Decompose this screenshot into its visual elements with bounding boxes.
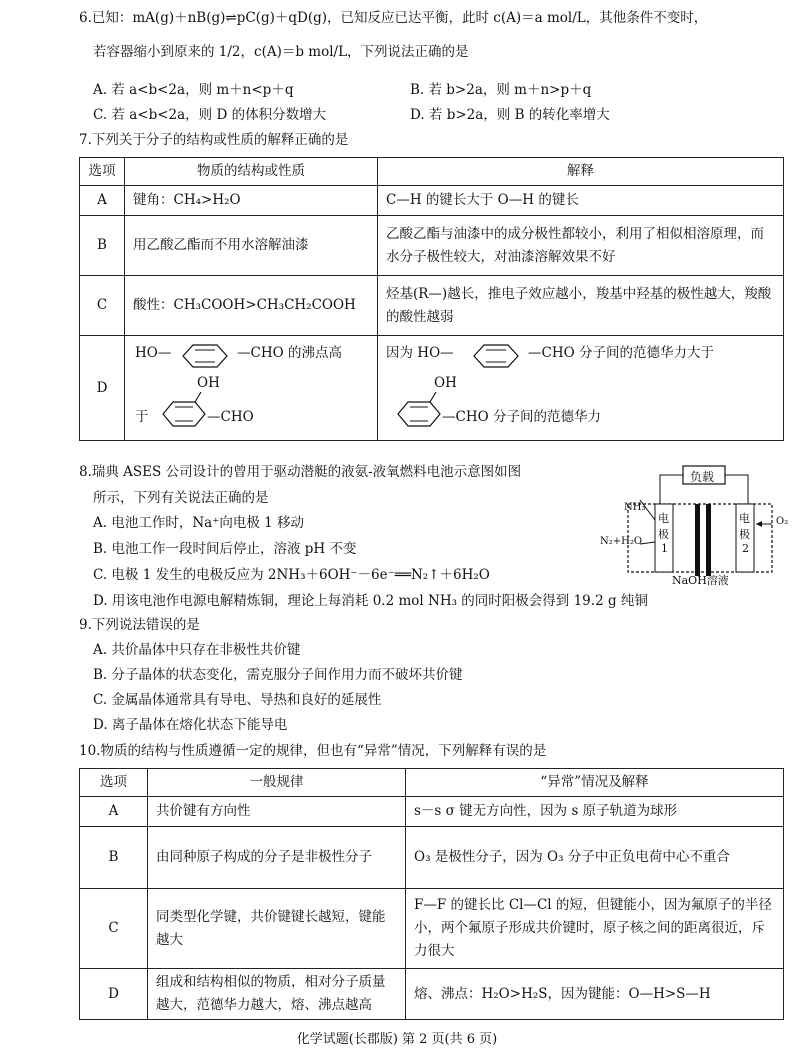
q6-option-d: D. 若 b>2a，则 B 的转化率增大: [410, 107, 610, 123]
q10-header-exception: “异常”情况及解释: [406, 769, 784, 797]
o2-label: O₂: [776, 516, 789, 527]
electrode2-label-b: 极: [739, 528, 750, 541]
q8-option-a: A. 电池工作时，Na⁺向电极 1 移动: [93, 515, 304, 531]
q10-row-d-rule: 组成和结构相似的物质，相对分子质量越大，范德华力越大，熔、沸点越高: [148, 969, 406, 1020]
benzene-ring-icon: [155, 392, 215, 432]
q10-row-d-option: D: [80, 969, 148, 1020]
q7-row-a-explanation: C—H 的键长大于 O—H 的键长: [378, 186, 784, 216]
q7-row-c-property: 酸性：CH₃COOH>CH₃CH₂COOH: [125, 276, 378, 336]
q7-d-yu-label: 于: [135, 409, 149, 425]
q6-line2: 若容器缩小到原来的 1/2，c(A)＝b mol/L，下列说法正确的是: [93, 44, 469, 60]
q9-option-b: B. 分子晶体的状态变化，需克服分子间作用力而不破坏共价键: [93, 667, 463, 683]
q10-row-c-option: C: [80, 889, 148, 969]
q10-stem: 10.物质的结构与性质遵循一定的规律，但也有“异常”情况，下列解释有误的是: [79, 743, 547, 759]
q10-row-a-rule: 共价键有方向性: [148, 797, 406, 827]
q6-option-b: B. 若 b>2a，则 m＋n>p＋q: [410, 82, 592, 98]
table-row: [80, 216, 784, 276]
q8-line1: 8.瑞典 ASES 公司设计的曾用于驱动潜艇的液氨-液氧燃料电池示意图如图: [79, 464, 522, 480]
q7-row-c-explanation: 烃基(R—)越长，推电子效应越小，羧基中羟基的极性越大，羧酸的酸性越弱: [378, 276, 784, 336]
q7-stem: 7.下列关于分子的结构或性质的解释正确的是: [79, 132, 349, 148]
table-row: [80, 969, 784, 1020]
q7-row-b-property: 用乙酸乙酯而不用水溶解油漆: [125, 216, 378, 276]
q10-row-b-option: B: [80, 827, 148, 889]
q8-option-d: D. 用该电池作电源电解精炼铜，理论上每消耗 0.2 mol NH₃ 的同时阳极会得到 19.2 g 纯铜: [93, 593, 648, 609]
fuel-cell-diagram: [600, 464, 790, 586]
q10-row-c-exception: F—F 的键长比 Cl—Cl 的短，但键能小，因为氟原子的半径小，两个氟原子形成共价键时，原子核之间的距离很近，斥力很大: [406, 889, 784, 969]
q7-table: [79, 157, 784, 441]
q7-d-expl-text1: —CHO 分子间的范德华力大于: [528, 345, 714, 361]
q10-header-option: 选项: [80, 769, 148, 797]
q7-d-expl-oh: OH: [434, 375, 457, 391]
table-row: [80, 276, 784, 336]
page-footer: 化学试题(长郡版) 第 2 页(共 6 页): [296, 1032, 498, 1047]
electrode1-label-a: 电: [658, 512, 669, 525]
q8-line2: 所示，下列有关说法正确的是: [93, 490, 269, 506]
table-row: [80, 186, 784, 216]
q9-option-d: D. 离子晶体在熔化状态下能导电: [93, 717, 288, 733]
q7-row-b-explanation: 乙酸乙酯与油漆中的成分极性都较小，利用了相似相溶原理，而水分子极性较大，对油漆溶解效果不好: [378, 216, 784, 276]
table-row: [80, 889, 784, 969]
q10-row-b-exception: O₃ 是极性分子，因为 O₃ 分子中正负电荷中心不重合: [406, 827, 784, 889]
q7-header-explanation: 解释: [378, 158, 784, 186]
load-label: 负载: [690, 470, 715, 484]
q7-d-expl-ho: 因为 HO—: [386, 345, 454, 361]
electrode1-label-b: 极: [658, 528, 669, 541]
benzene-ring-icon: [173, 342, 237, 370]
q9-option-c: C. 金属晶体通常具有导电、导热和良好的延展性: [93, 692, 382, 708]
benzene-ring-icon: [464, 342, 528, 370]
q10-row-c-rule: 同类型化学键，共价键键长越短，键能越大: [148, 889, 406, 969]
q7-row-a-option: A: [80, 186, 125, 216]
q7-row-d-option: D: [80, 336, 125, 441]
electrode2-label-c: 2: [742, 542, 749, 555]
q10-table: [79, 768, 784, 1020]
nh3-label: NH₃: [624, 502, 646, 513]
q7-row-d-explanation: [378, 336, 784, 441]
q10-row-a-option: A: [80, 797, 148, 827]
q7-d-expl-text2: —CHO 分子间的范德华力: [442, 409, 601, 425]
q6-option-c: C. 若 a<b<2a，则 D 的体积分数增大: [93, 107, 327, 123]
table-row: [80, 797, 784, 827]
q7-header-option: 选项: [80, 158, 125, 186]
q8-option-b: B. 电池工作一段时间后停止，溶液 pH 不变: [93, 541, 357, 557]
q7-row-b-option: B: [80, 216, 125, 276]
q7-row-c-option: C: [80, 276, 125, 336]
q10-row-d-exception: 熔、沸点：H₂O>H₂S，因为键能：O—H>S—H: [406, 969, 784, 1020]
q7-d-boiling-text: —CHO 的沸点高: [237, 345, 342, 361]
electrolyte-label: NaOH溶液: [672, 574, 729, 587]
electrode1-label-c: 1: [661, 542, 668, 555]
n2-h2o-label: N₂+H₂O: [600, 536, 643, 547]
q7-header-property: 物质的结构或性质: [125, 158, 378, 186]
q6-option-a: A. 若 a<b<2a，则 m＋n<p＋q: [93, 82, 294, 98]
q7-d-oh-label: OH: [197, 375, 220, 391]
q10-row-b-rule: 由同种原子构成的分子是非极性分子: [148, 827, 406, 889]
q6-line1: 6.已知：mA(g)＋nB(g)⇌pC(g)＋qD(g)，已知反应已达平衡，此时 c(A)＝a mol/L，其他条件不变时，: [79, 10, 708, 26]
electrode2-label-a: 电: [739, 512, 750, 525]
benzene-ring-icon: [390, 392, 450, 432]
q9-stem: 9.下列说法错误的是: [79, 617, 200, 633]
q9-option-a: A. 共价晶体中只存在非极性共价键: [93, 642, 301, 658]
q7-row-a-property: 键角：CH₄>H₂O: [125, 186, 378, 216]
q7-row-d-property: [125, 336, 378, 441]
q7-d-ho-label: HO—: [135, 345, 172, 361]
table-row: [80, 336, 784, 441]
q10-header-rule: 一般规律: [148, 769, 406, 797]
table-row: [80, 827, 784, 889]
q8-option-c: C. 电极 1 发生的电极反应为 2NH₃＋6OH⁻－6e⁻══N₂↑＋6H₂O: [93, 567, 490, 583]
q10-row-a-exception: s－s σ 键无方向性，因为 s 原子轨道为球形: [406, 797, 784, 827]
q7-d-cho-label: —CHO: [207, 409, 254, 425]
